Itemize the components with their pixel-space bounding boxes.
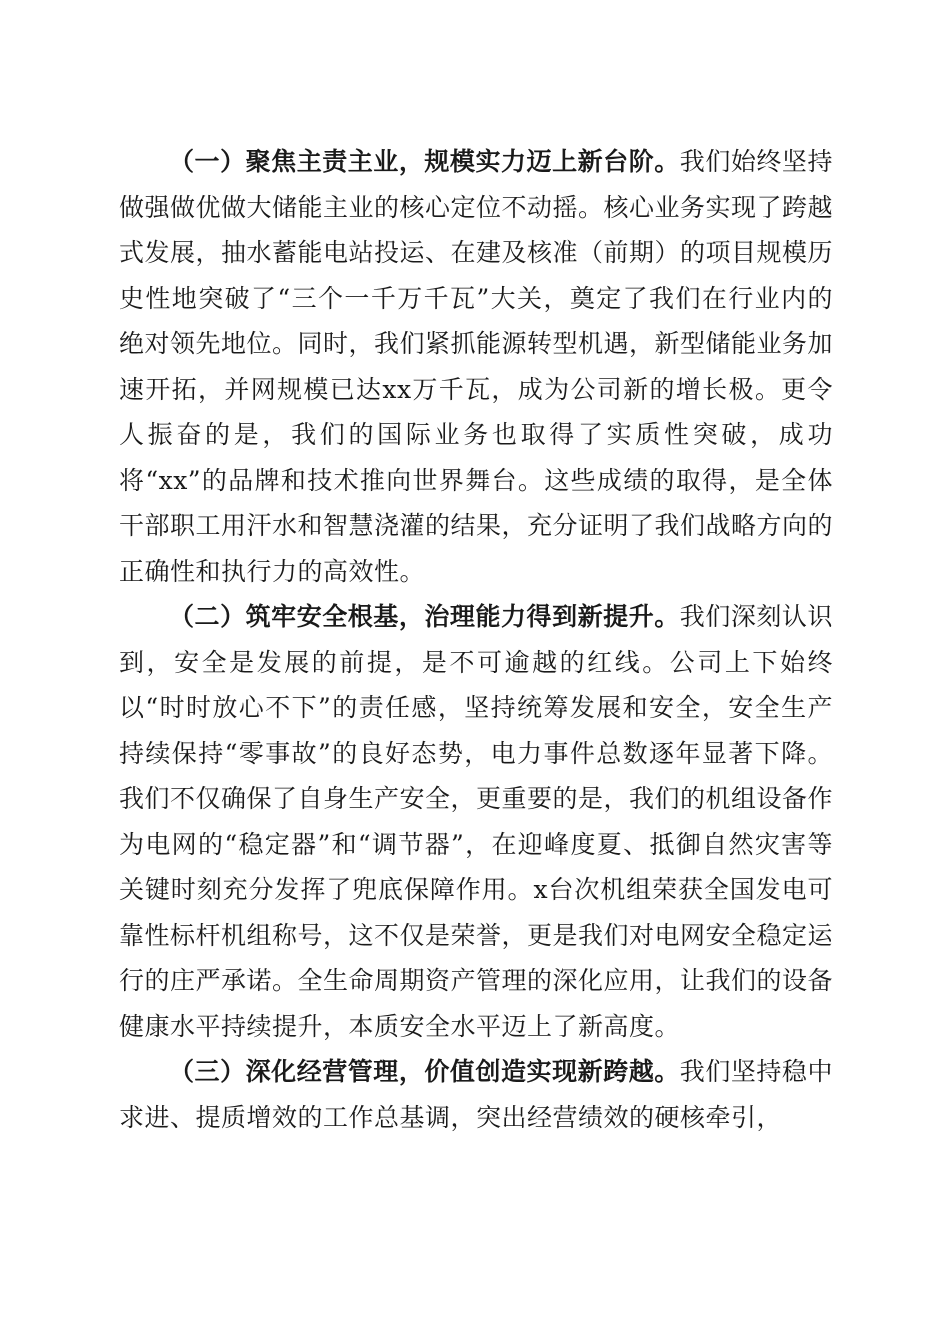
paragraph-1-body: 我们始终坚持做强做优做大储能主业的核心定位不动摇。核心业务实现了跨越式发展，抽水蓄能电站投运、在建及核准（前期）的项目规模历史性地突破了“三个一千万千瓦”大关，奠定了我们在行业内的绝对领先地位。同时，我们紧抓能源转型机遇，新型储能业务加速开拓，并网规模已达xx万千瓦，成为公司新的增长极。更令人振奋的是，我们的国际业务也取得了实质性突破，成功将“xx”的品牌和技术推向世界舞台。这些成绩的取得，是全体干部职工用汗水和智慧浇灌的结果，充分证明了我们战略方向的正确性和执行力的高效性。	[119, 147, 834, 586]
paragraph-2-body: 我们深刻认识到，安全是发展的前提，是不可逾越的红线。公司上下始终以“时时放心不下”的责任感，坚持统筹发展和安全，安全生产持续保持“零事故”的良好态势，电力事件总数逐年显著下降。我们不仅确保了自身生产安全，更重要的是，我们的机组设备作为电网的“稳定器”和“调节器”，在迎峰度夏、抵御自然灾害等关键时刻充分发挥了兜底保障作用。x台次机组荣获全国发电可靠性标杆机组称号，这不仅是荣誉，更是我们对电网安全稳定运行的庄严承诺。全生命周期资产管理的深化应用，让我们的设备健康水平持续提升，本质安全水平迈上了新高度。	[119, 602, 834, 1041]
paragraph-1	[119, 139, 833, 594]
paragraph-2-heading: （二）筑牢安全根基，治理能力得到新提升。	[169, 602, 680, 631]
paragraph-1-heading: （一）聚焦主责主业，规模实力迈上新台阶。	[169, 147, 680, 176]
paragraph-2	[119, 594, 833, 1049]
paragraph-3-heading: （三）深化经营管理，价值创造实现新跨越。	[169, 1057, 680, 1086]
paragraph-3	[119, 1049, 833, 1140]
paragraph-3-body: 我们坚持稳中求进、提质增效的工作总基调，突出经营绩效的硬核牵引，	[119, 1057, 833, 1132]
document-body	[119, 139, 833, 1140]
